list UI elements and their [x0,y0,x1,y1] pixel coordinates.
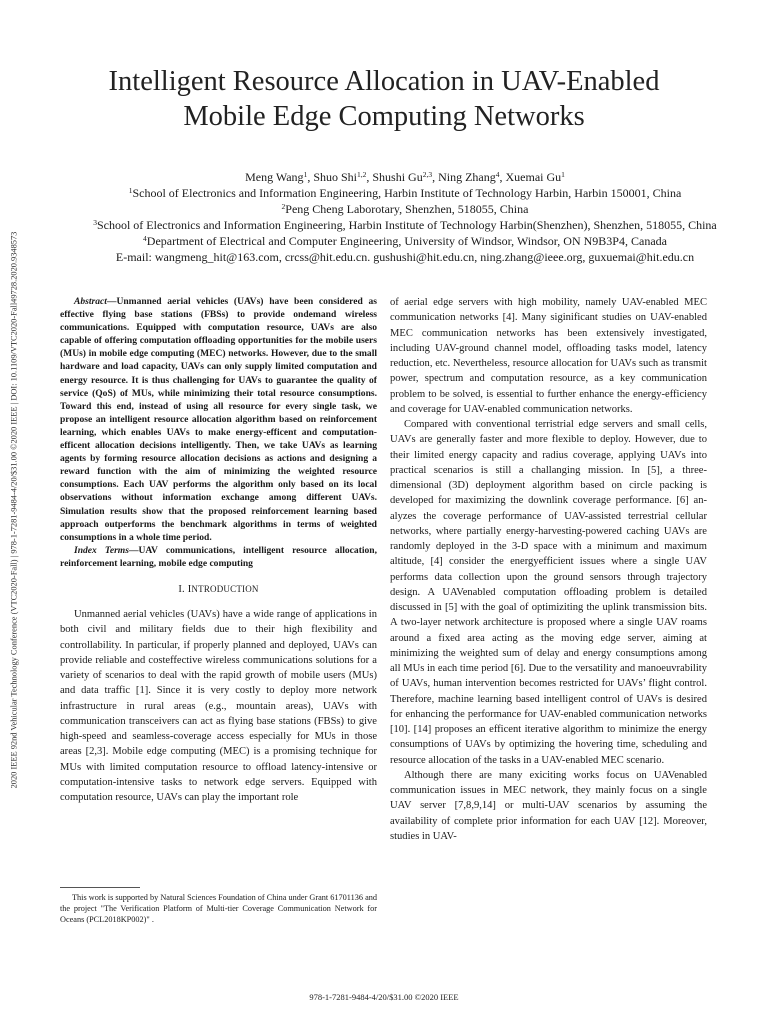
author-name: Shushi Gu [372,170,423,184]
index-terms-label: Index Terms [74,544,129,556]
affiliation-2 [40,201,768,217]
side-citation-text: 2020 IEEE 92nd Vehicular Technology Conference (VTC2020-Fall) | 978-1-7281-9484-4/20/$31.00 ©2020 IEEE | DOI: 10.1109/VTC2020-Fall49728.2020.9348573 [9,231,19,789]
section-initial: I [187,583,192,595]
index-terms [60,544,377,570]
body-paragraph: Although there are many exiciting works focus on UAVenabled communication issues in MEC network, they mainly focus on a single UAV server [7,8,9,14] or multi-UAV scenarios by assuming the availability of complete prior information for each UAV [12]. Moreover, studies in UAV- [390,769,707,842]
author-affil-sup: 1 [561,170,565,179]
index-terms-text: —UAV communications, intelligent resource allocation, reinforcement learning, mobile edge computing [60,544,377,569]
title-line-1: Intelligent Resource Allocation in UAV-Enabled [108,66,660,97]
author-names [40,169,768,185]
author-separator: , [307,170,314,184]
section-heading-introduction [60,582,377,597]
author-name: Xuemai Gu [505,170,562,184]
left-column [60,295,377,805]
affiliation-3 [28,217,768,233]
abstract-text: —Unmanned aerial vehicles (UAVs) have been considered as effective flying base stations (FBSs) to provide ondemand wireless communications. Equipped with computation resource, UAVs are also capable of offering computation offloading opportunities for the mobile users (MUs) in mobile edge computing (MEC) networks. However, due to the small hardware and load capacity, UAVs can only supply limited computation and energy resource. It is thus challenging for UAVs to guarantee the quality of service (QoS) of MUs, while minimizing their total resource consumptions. Toward this end, instead of using all resource for every single task, we propose an intelligent resource allocation algorithm based on reinforcement learning, which enables UAVs to make energy-efficent and computation-efficent allocation decisions intelligently. Then, we take UAVs as learning agents by forming resource allocation decisions as actions and designing a reward function with the aim of minimizing the weighted resource consumptions. Each UAV performs the algorithm only based on its local observations without information exchange among different UAVs. Simulation results show that the proposed reinforcement learning based approach outperforms the benchmark algorithms in terms of weighted consumptions in a whole time period. [60,296,377,543]
intro-paragraph: Unmanned aerial vehicles (UAVs) have a wide range of applications in both civil and military fields due to their high flexibility and controllability. In particular, if properly planned and deployed, UAVs can provide reliable and costeffective wireless communications solutions for a variety of scenarios to deal with the rapid growth of mobile users (MUs) and data traffic [1]. Since it is very costly to deploy more network infrastructure in rural areas (e.g., mountain areas), UAVs with communication transceivers can act as flying base stations (FBSs) to give high-speed and seamless-coverage access especially for MUs in those areas [2,3]. Mobile edge computing (MEC) is a promising technique for MUs with limited computation resource to offload latency-intensive or computation-intensive tasks to network edge servers. Equipped with computation resource, UAVs can play the important role [60,609,377,804]
author-separator: , [499,170,506,184]
section-numeral: I. [178,583,188,595]
side-citation-strip [4,160,24,860]
author-affil-sup: 1,2 [357,170,367,179]
author-emails: E-mail: wangmeng_hit@163.com, crcss@hit.edu.cn. gushushi@hit.edu.cn, ning.zhang@ieee.org, guxuemai@hit.edu.cn [115,250,695,264]
author-name: Shuo Shi [313,170,357,184]
author-name: Meng Wang [245,170,304,184]
affiliation-sup: 4 [143,234,147,243]
affiliation-sup: 2 [281,202,286,211]
body-paragraph: Compared with conventional terristrial edge servers and small cells, UAVs are generally faster and more flexible to deploy. However, due to their limited energy capacity and radius coverage, applying UAVs into practical scenarios is still a challanging mission. In [5], a three-dimensional (3D) deployment algorithm based on circle packing is developed for maximizing the downlink coverage performance. [6] analyzes the coverage performance of UAV-assisted terrestrial cellular networks, where partially energy-harvesting-powered caching UAVs are randomly deployed in the 3-D space with a minimum and maximum altitude, [4] consider the energyefficient issues where a single UAV performs data collection upon the ground sensors through trajectory design. A UAVenabled computation offloading problem is detailed discussed in [5] with the goal of optimiziting the uplink transmission bits. A two-layer network architecture is proposed where a single UAV roams around a fixed area acting as the moving edge server, aiming at minimizing the weighted sum of delay and energy consumptions among all MUs in each time period [6]. Due to the versatility and manoeuvrability of UAVs, human intervention becomes restricted for UAVs’ flight control. Therefore, machine learning based intelligent control of UAVs is desired for enhancing the performance for UAV-enabled communication networks [10]. [14] proposes an efficent iterative algorithm to minimize the energy consumptions of UAVs by optimizing the hovering time, scheduling and resource allocation of the tasks in a UAV-enabled MEC scenario. [390,419,707,766]
affiliation-sup: 3 [93,218,97,227]
page-footer: 978-1-7281-9484-4/20/$31.00 ©2020 IEEE [309,992,459,1002]
section-title-rest: NTRODUCTION [191,583,259,594]
affiliation-sup: 1 [128,186,133,195]
abstract-label: Abstract [74,296,107,307]
affiliation-text: Peng Cheng Laborotary, Shenzhen, 518055, China [285,202,529,216]
author-affil-sup: 4 [495,170,500,179]
abstract [60,295,377,544]
affiliation-4 [40,233,768,249]
author-separator: , [366,170,373,184]
footnote-divider [60,887,140,888]
affiliation-text: School of Electronics and Information Engineering, Harbin Institute of Technology Harbin(Shenzhen), Shenzhen, 518055, China [96,218,717,232]
author-affil-sup: 1 [303,170,308,179]
paper-title [60,64,708,134]
title-line-2: Mobile Edge Computing Networks [183,101,585,132]
author-separator: , [432,170,439,184]
funding-footnote: This work is supported by Natural Sciences Foundation of China under Grant 61701136 and the project "The Verification Platform of Multi-tier Coverage Communication Network for Oceans (PCL2018KP002)" . [60,893,377,924]
author-affil-sup: 2,3 [422,170,433,179]
body-paragraph: of aerial edge servers with high mobility, namely UAV-enabled MEC communication networks [4]. Many siginificant studies on UAV-enabled MEC communication networks has been extensively investigated, including UAV-ground channel model, offloading tasks model, latency reduction, etc. Nevertheless, resource allocation for UAVs such as transmit power, spectrum and computation resource, as a key communication problem to be solved, is essential to further enhance the energy-efficiency and coverage for UAV-enabled communication networks. [390,297,707,415]
author-name: Ning Zhang [438,170,496,184]
affiliation-1 [40,185,768,201]
author-block [40,169,768,265]
affiliation-text: Department of Electrical and Computer Engineering, University of Windsor, Windsor, ON N9B3P4, Canada [146,234,667,248]
right-column [390,295,707,844]
affiliation-text: School of Electronics and Information Engineering, Harbin Institute of Technology Harbin, Harbin 150001, China [132,186,682,200]
